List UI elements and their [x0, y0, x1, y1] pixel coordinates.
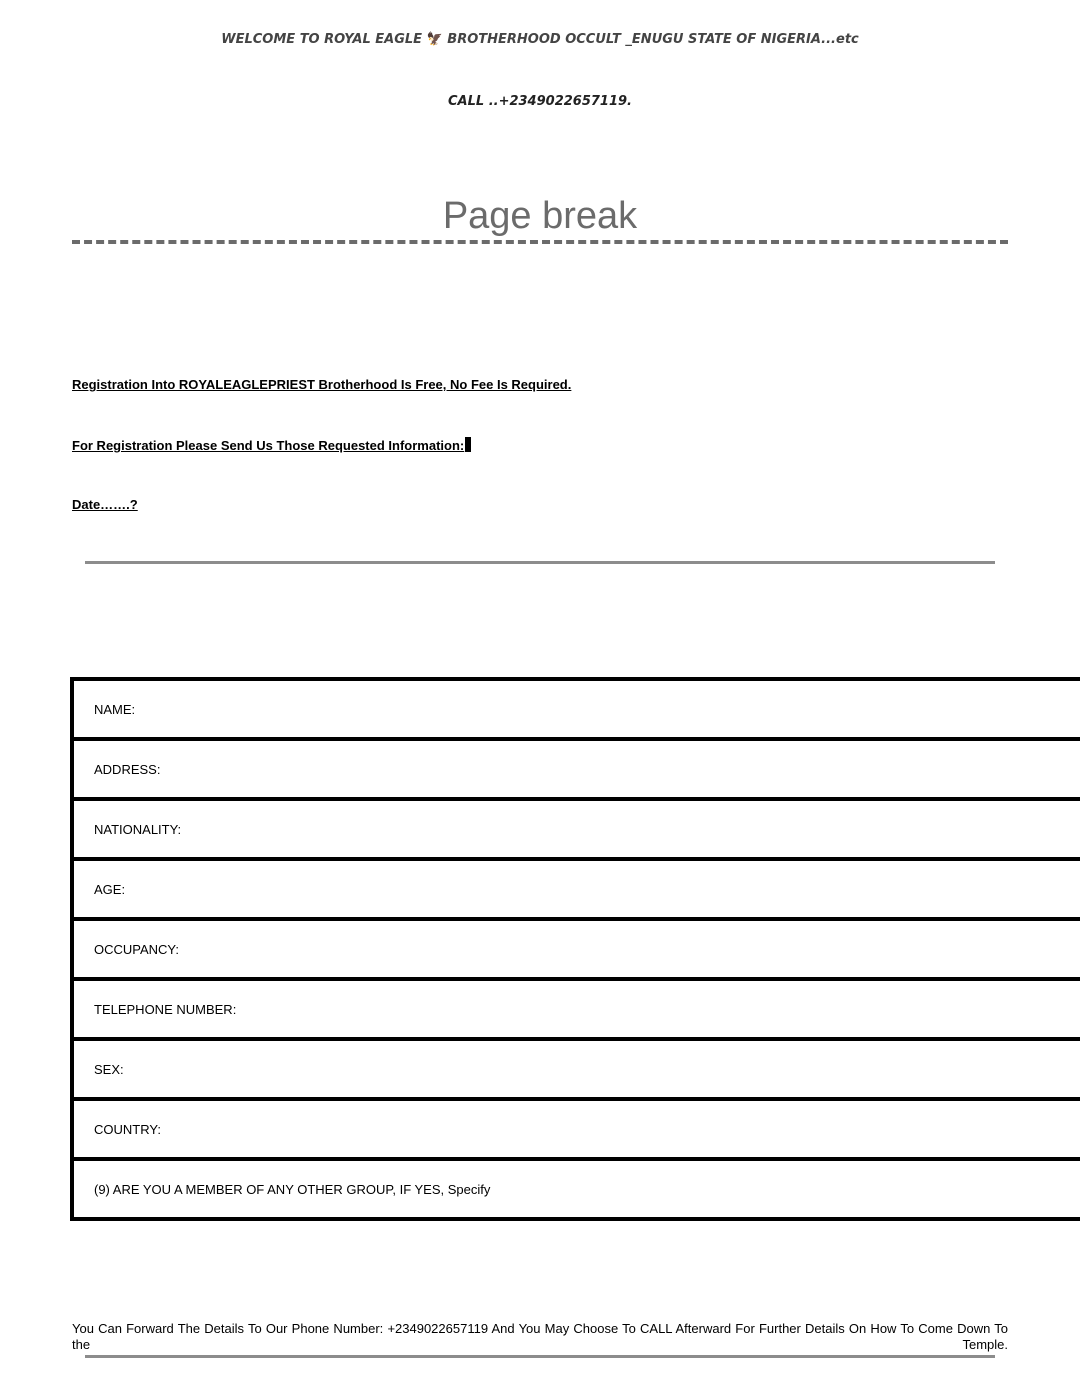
form-cell-sex[interactable]: SEX: — [72, 1039, 1080, 1099]
form-row — [72, 799, 1080, 859]
form-cell-address[interactable]: ADDRESS: — [72, 739, 1080, 799]
form-row — [72, 979, 1080, 1039]
form-cell-nationality[interactable]: NATIONALITY: — [72, 799, 1080, 859]
form-cell-other-group[interactable]: (9) ARE YOU A MEMBER OF ANY OTHER GROUP, IF YES, Specify — [72, 1159, 1080, 1219]
form-row — [72, 1159, 1080, 1219]
welcome-heading-start: WELCOME TO ROYAL EAGLE — [221, 32, 427, 47]
form-row — [72, 1039, 1080, 1099]
form-row — [72, 1099, 1080, 1159]
form-cell-name[interactable]: NAME: — [72, 679, 1080, 739]
eagle-icon: 🦅 — [426, 32, 443, 47]
footer-instructions: You Can Forward The Details To Our Phone Number: +2349022657119 And You May Choose To CALL Afterward For Further Details On How To Come Down To the Temple. — [72, 1321, 1008, 1352]
horizontal-rule — [85, 561, 995, 564]
send-information-line[interactable] — [72, 437, 471, 453]
form-cell-age[interactable]: AGE: — [72, 859, 1080, 919]
horizontal-rule — [85, 1355, 995, 1358]
form-row — [72, 679, 1080, 739]
call-line: CALL ..+2349022657119. — [448, 94, 632, 109]
welcome-heading — [0, 32, 1080, 47]
text-cursor — [465, 437, 471, 452]
date-line: Date…….? — [72, 497, 138, 512]
page-break-label: Page break — [442, 195, 638, 237]
form-cell-country[interactable]: COUNTRY: — [72, 1099, 1080, 1159]
form-row — [72, 919, 1080, 979]
page-break-divider — [72, 240, 1008, 244]
registration-form-table — [70, 677, 1080, 1221]
form-cell-occupancy[interactable]: OCCUPANCY: — [72, 919, 1080, 979]
welcome-heading-end: BROTHERHOOD OCCULT _ENUGU STATE OF NIGERIA...etc — [442, 32, 859, 47]
form-row — [72, 739, 1080, 799]
form-row — [72, 859, 1080, 919]
send-information-text: For Registration Please Send Us Those Requested Information: — [72, 438, 465, 453]
registration-free-notice: Registration Into ROYALEAGLEPRIEST Brotherhood Is Free, No Fee Is Required. — [72, 377, 572, 392]
form-cell-telephone[interactable]: TELEPHONE NUMBER: — [72, 979, 1080, 1039]
